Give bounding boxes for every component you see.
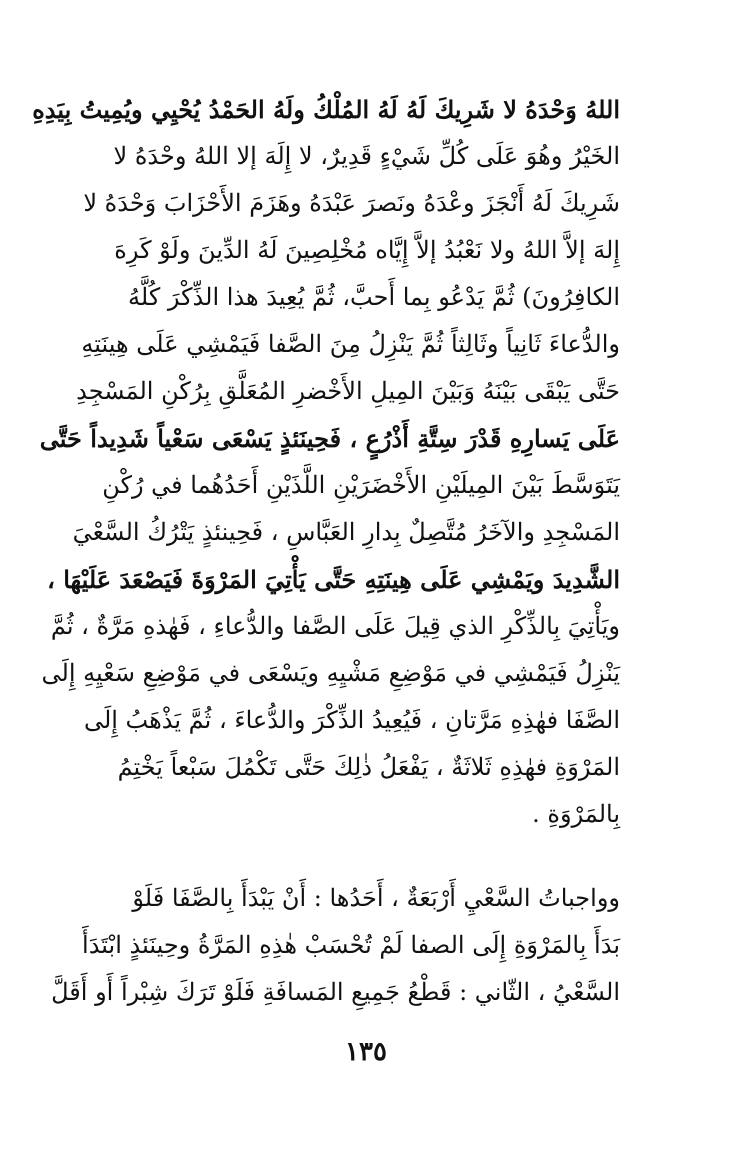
text-line: حَتَّى يَبْقَى بَيْنَهُ وَبَيْنَ المِيلِ الأَخْضرِ المُعَلَّقِ بِرُكْنِ المَسْجِدِ [76,377,620,405]
text-line: إِلهَ إلاَّ اللهُ ولا نَعْبُدُ إلاَّ إِيَّاه مُخْلِصِينَ لَهُ الدِّينَ ولَوْ كَرِهَ [114,236,620,264]
page-number: ١٣٥ [345,1037,387,1067]
text-line: يَتَوَسَّطَ بَيْنَ المِيلَيْنِ الأَخْضَرَيْنِ اللَّذَيْنِ أَحَدُهُما في رُكْنِ [102,471,620,499]
text-line: وواجباتُ السَّعْيِ أَرْبَعَةٌ ، أَحَدُها : أَنْ يَبْدَأَ بِالصَّفَا فَلَوْ [132,884,620,912]
text-line: اللهُ وَحْدَهُ لا شَرِيكَ لَهُ لَهُ المُلْكُ ولَهُ الحَمْدُ يُحْيِي ويُمِيتُ بِيَدِهِ [32,95,620,124]
text-line: ويَأْتِيَ بِالذِّكْرِ الذي قِيلَ عَلَى الصَّفا والدُّعاءِ ، فَهٰذهِ مَرَّةٌ ، ثُمَّ [50,612,620,640]
text-line: والدُّعاءَ ثَانِياً وثَالِثاً ثُمَّ يَنْزِلُ مِنَ الصَّفا فَيَمْشِي عَلَى هِينَتِهِ [81,330,620,358]
paragraph-sai-description [32,86,620,838]
text-line: المَسْجِدِ والآخَرُ مُتَّصِلٌ بِدارِ العَبَّاسِ ، فَحِينئذٍ يَتْرُكُ السَّعْيَ [72,518,620,546]
text-line: عَلَى يَسارِهِ قَدْرَ سِتَّةِ أَذْرُعٍ ، فَحِينَئذٍ يَسْعَى سَعْياً شَدِيداً حَتَّى [39,424,620,453]
text-line: الصَّفَا فهٰذِهِ مَرَّتانِ ، فَيُعِيدُ الذِّكْرَ والدُّعاءَ ، ثُمَّ يَذْهَبُ إِلَى [83,706,620,734]
text-line: شَرِيكَ لَهُ أَنْجَزَ وعْدَهُ ونَصرَ عَبْدَهُ وهَزَمَ الأَحْزَابَ وَحْدَهُ لا [83,189,620,217]
paragraph-sai-obligations [51,875,620,1016]
text-line: بِالمَرْوَةِ . [532,800,620,828]
text-line: المَرْوَةِ فهٰذِهِ ثَلاثَةٌ ، يَفْعَلُ ذٰلِكَ حَتَّى تَكْمُلَ سَبْعاً يَخْتِمُ [117,753,620,781]
text-line: الخَيْرُ وهُوَ عَلَى كُلِّ شَيْءٍ قَدِيرٌ، لا إِلَهَ إلا اللهُ وحْدَهُ لا [113,142,620,170]
text-line: الكافِرُونَ) ثُمَّ يَدْعُو بِما أَحبَّ، ثُمَّ يُعِيدَ هذا الذِّكْرَ كُلَّهُ [128,283,620,311]
text-line: الشَّدِيدَ ويَمْشِي عَلَى هِينَتِهِ حَتَّى يَأْتِيَ المَرْوَةَ فَيَصْعَدَ عَلَيْهَا ، [47,565,620,594]
text-line: بَدَأَ بِالمَرْوَةِ إِلَى الصفا لَمْ تُحْسَبْ هٰذِهِ المَرَّةُ وحِينَئذٍ ابْتَدَأَ [82,931,620,959]
text-line: السَّعْيُ ، الثّاني : قَطْعُ جَمِيعِ المَسافَةِ فَلَوْ تَرَكَ شِبْراً أَو أَقَلَّ [51,978,620,1006]
text-line: يَنْزِلُ فَيَمْشِي في مَوْضِعِ مَشْيِهِ ويَسْعَى في مَوْضِعِ سَعْيِهِ إِلَى [41,659,620,687]
